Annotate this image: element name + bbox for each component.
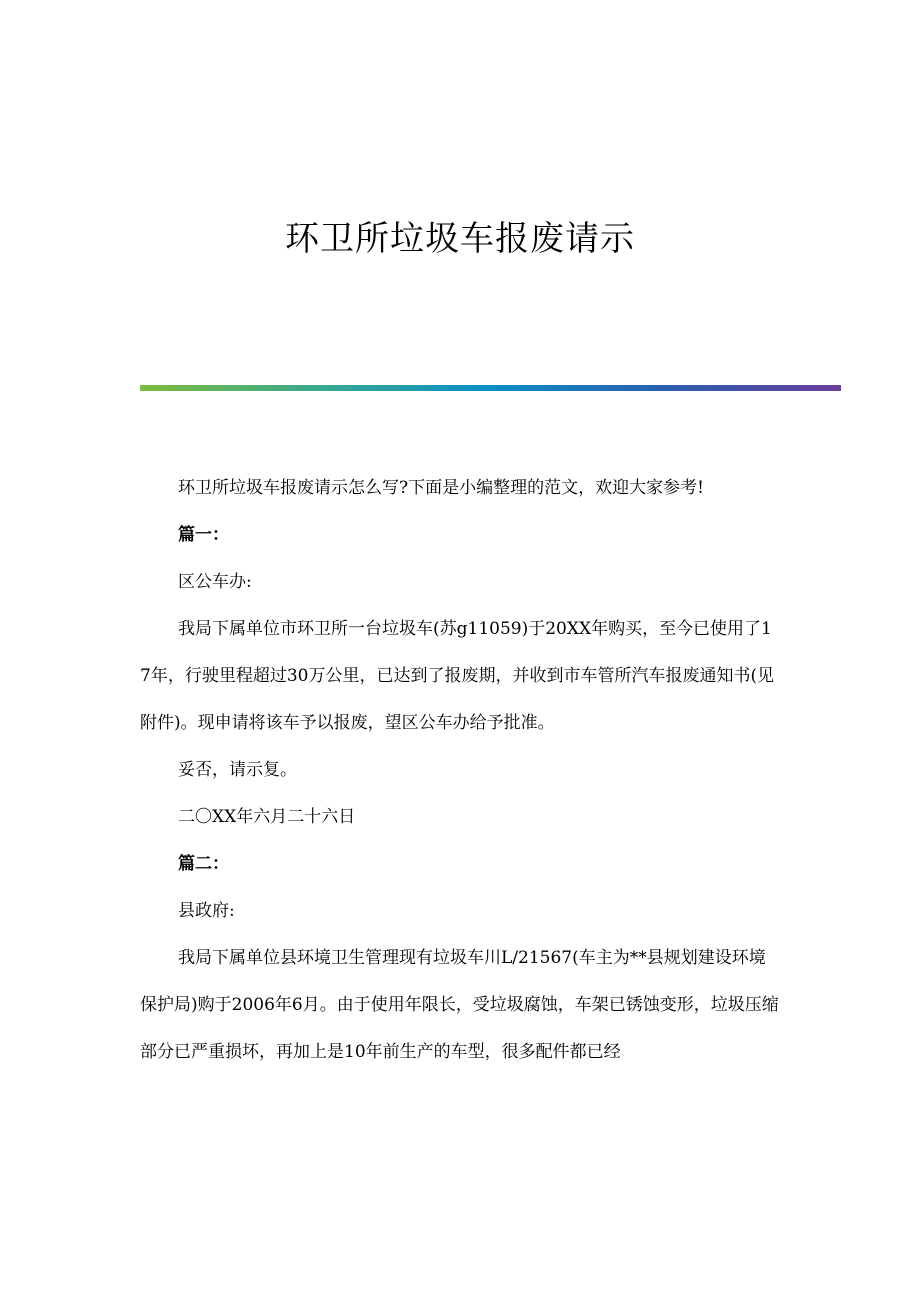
- page-title: 环卫所垃圾车报废请示: [285, 219, 635, 259]
- date-1: 二〇XX年六月二十六日: [178, 807, 356, 827]
- salutation-2: 县政府:: [178, 901, 235, 921]
- document-body: [140, 465, 780, 1076]
- body-paragraph-2: 我局下属单位县环境卫生管理现有垃圾车川L/21567(车主为**县规划建设环境保护局)购于2006年6月。由于使用年限长，受垃圾腐蚀，车架已锈蚀变形，垃圾压缩部分已严重损坏，再加上是10年前生产的车型，很多配件都已经: [140, 948, 779, 1062]
- intro-paragraph: 环卫所垃圾车报废请示怎么写?下面是小编整理的范文，欢迎大家参考!: [178, 478, 704, 498]
- salutation-1: 区公车办:: [178, 572, 252, 592]
- section-heading-2: 篇二：: [178, 854, 229, 874]
- closing-1: 妥否，请示复。: [178, 760, 297, 780]
- body-paragraph-1: 我局下属单位市环卫所一台垃圾车(苏g11059)于20XX年购买，至今已使用了17年，行驶里程超过30万公里，已达到了报废期，并收到市车管所汽车报废通知书(见附件)。现申请将该车予以报废，望区公车办给予批准。: [140, 619, 775, 733]
- title-divider: [140, 385, 841, 391]
- section-heading-1: 篇一：: [178, 525, 229, 545]
